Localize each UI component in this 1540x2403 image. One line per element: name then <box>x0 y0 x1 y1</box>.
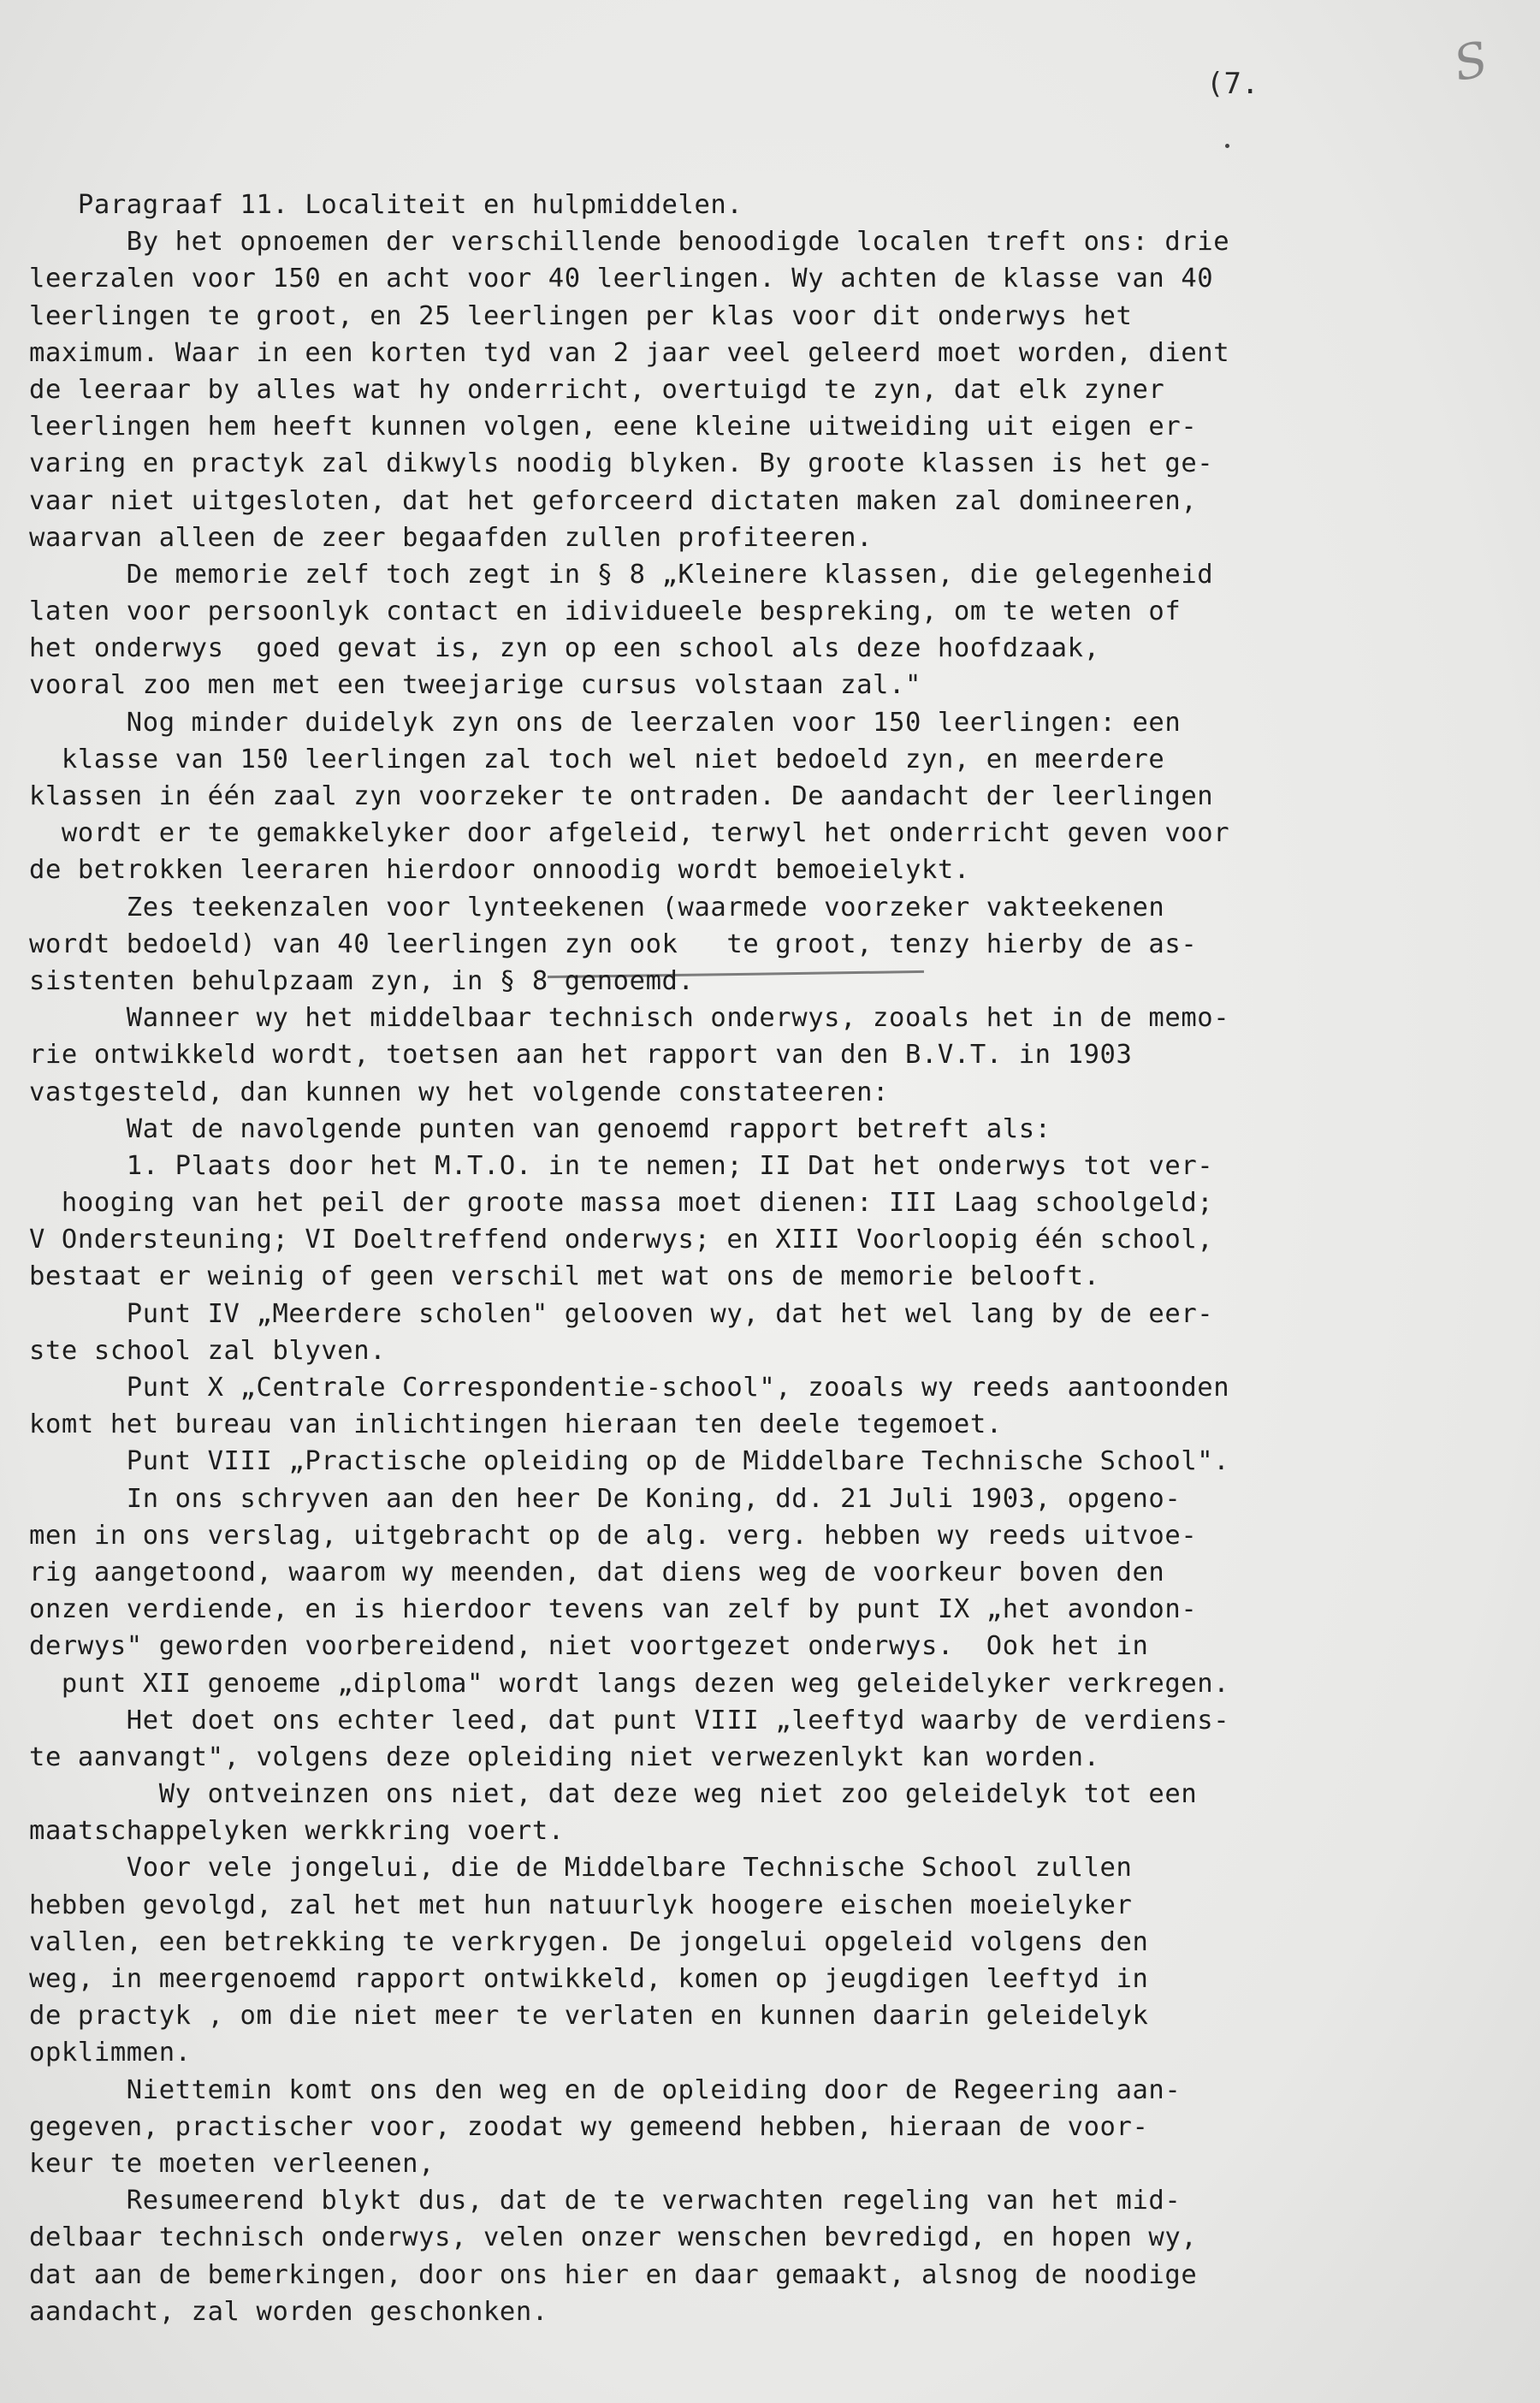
text-line: Het doet ons echter leed, dat punt VIII „leeftyd waarby de verdiens- <box>29 1705 1230 1736</box>
text-line: maximum. Waar in een korten tyd van 2 jaar veel geleerd moet worden, dient <box>29 337 1230 368</box>
text-line: leerlingen hem heeft kunnen volgen, eene kleine uitweiding uit eigen er- <box>29 412 1198 442</box>
text-line: klasse van 150 leerlingen zal toch wel niet bedoeld zyn, en meerdere <box>29 744 1165 774</box>
text-line: te aanvangt", volgens deze opleiding niet verwezenlykt kan worden. <box>29 1741 1100 1772</box>
text-line: Wanneer wy het middelbaar technisch onderwys, zooals het in de memo- <box>29 1003 1230 1034</box>
document-body <box>29 187 1484 2330</box>
text-line: de betrokken leeraren hierdoor onnoodig wordt bemoeielykt. <box>29 855 970 886</box>
page-number: (7. <box>1206 67 1259 101</box>
text-line: bestaat er weinig of geen verschil met wat ons de memorie belooft. <box>29 1261 1100 1292</box>
text-line: V Ondersteuning; VI Doeltreffend onderwys; en XIII Voorloopig één school, <box>29 1225 1214 1255</box>
text-line: Voor vele jongelui, die de Middelbare Technische School zullen <box>29 1853 1133 1884</box>
text-line: Punt IV „Meerdere scholen" gelooven wy, dat het wel lang by de eer- <box>29 1298 1214 1329</box>
text-line: vaar niet uitgesloten, dat het geforceerd dictaten maken zal domineeren, <box>29 485 1198 516</box>
text-line: onzen verdiende, en is hierdoor tevens van zelf by punt IX „het avondon- <box>29 1594 1198 1625</box>
margin-handwritten-mark: S <box>1448 31 1493 93</box>
text-line: hebben gevolgd, zal het met hun natuurlyk hoogere eischen moeielyker <box>29 1890 1133 1920</box>
text-line: komt het bureau van inlichtingen hieraan ten deele tegemoet. <box>29 1409 1003 1440</box>
text-line: weg, in meergenoemd rapport ontwikkeld, komen op jeugdigen leeftyd in <box>29 1964 1149 1994</box>
text-line: Resumeerend blykt dus, dat de te verwachten regeling van het mid- <box>29 2186 1182 2216</box>
text-line: Niettemin komt ons den weg en de opleiding door de Regeering aan- <box>29 2074 1182 2105</box>
text-line: leerlingen te groot, en 25 leerlingen per klas voor dit onderwys het <box>29 300 1133 331</box>
text-line: Paragraaf 11. Localiteit en hulpmiddelen. <box>29 190 743 220</box>
text-line: wordt bedoeld) van 40 leerlingen zyn ook te groot, tenzy hierby de as- <box>29 929 1198 959</box>
text-line: leerzalen voor 150 en acht voor 40 leerlingen. Wy achten de klasse van 40 <box>29 264 1214 294</box>
text-line: ste school zal blyven. <box>29 1335 387 1366</box>
ink-dot <box>1225 144 1229 148</box>
text-line: dat aan de bemerkingen, door ons hier en daar gemaakt, alsnog de noodige <box>29 2259 1198 2290</box>
text-line: Wy ontveinzen ons niet, dat deze weg niet zoo geleidelyk tot een <box>29 1779 1198 1810</box>
text-line: de leeraar by alles wat hy onderricht, overtuigd te zyn, dat elk zyner <box>29 374 1165 405</box>
text-line: punt XII genoeme „diploma" wordt langs dezen weg geleidelyker verkregen. <box>29 1668 1230 1699</box>
text-line: hooging van het peil der groote massa moet dienen: III Laag schoolgeld; <box>29 1188 1214 1219</box>
text-line: waarvan alleen de zeer begaafden zullen profiteeren. <box>29 522 874 553</box>
text-line: sistenten behulpzaam zyn, in § 8 genoemd. <box>29 965 695 996</box>
text-line: In ons schryven aan den heer De Koning, dd. 21 Juli 1903, opgeno- <box>29 1483 1182 1514</box>
text-line: klassen in één zaal zyn voorzeker te ontraden. De aandacht der leerlingen <box>29 781 1214 811</box>
text-line: Punt X „Centrale Correspondentie-school", zooals wy reeds aantoonden <box>29 1373 1230 1403</box>
text-line: rie ontwikkeld wordt, toetsen aan het rapport van den B.V.T. in 1903 <box>29 1040 1133 1071</box>
text-line: Nog minder duidelyk zyn ons de leerzalen voor 150 leerlingen: een <box>29 707 1182 738</box>
text-line: Wat de navolgende punten van genoemd rapport betreft als: <box>29 1113 1051 1144</box>
text-line: aandacht, zal worden geschonken. <box>29 2296 548 2327</box>
text-line: opklimmen. <box>29 2038 192 2068</box>
text-line: gegeven, practischer voor, zoodat wy gemeend hebben, hieraan de voor- <box>29 2111 1149 2142</box>
text-line: maatschappelyken werkkring voert. <box>29 1816 565 1847</box>
text-line: vastgesteld, dan kunnen wy het volgende constateeren: <box>29 1077 890 1107</box>
text-line: vallen, een betrekking te verkrygen. De jongelui opgeleid volgens den <box>29 1926 1149 1957</box>
text-line: het onderwys goed gevat is, zyn op een school als deze hoofdzaak, <box>29 633 1100 664</box>
text-line: varing en practyk zal dikwyls noodig blyken. By groote klassen is het ge- <box>29 448 1214 479</box>
text-line: wordt er te gemakkelyker door afgeleid, terwyl het onderricht geven voor <box>29 818 1230 849</box>
text-line: Zes teekenzalen voor lynteekenen (waarmede voorzeker vakteekenen <box>29 892 1165 923</box>
text-line: De memorie zelf toch zegt in § 8 „Kleinere klassen, die gelegenheid <box>29 559 1214 590</box>
text-line: men in ons verslag, uitgebracht op de alg. verg. hebben wy reeds uitvoe- <box>29 1520 1198 1551</box>
text-line: de practyk , om die niet meer te verlaten en kunnen daarin geleidelyk <box>29 2001 1149 2032</box>
text-line: By het opnoemen der verschillende benoodigde localen treft ons: drie <box>29 227 1230 258</box>
text-line: vooral zoo men met een tweejarige cursus volstaan zal." <box>29 670 921 701</box>
text-line: derwys" geworden voorbereidend, niet voortgezet onderwys. Ook het in <box>29 1631 1149 1662</box>
text-line: keur te moeten verleenen, <box>29 2148 435 2179</box>
text-line: laten voor persoonlyk contact en idividueele bespreking, om te weten of <box>29 596 1182 627</box>
text-line: Punt VIII „Practische opleiding op de Middelbare Technische School". <box>29 1446 1230 1477</box>
text-line: 1. Plaats door het M.T.O. in te nemen; II Dat het onderwys tot ver- <box>29 1150 1214 1181</box>
text-line: delbaar technisch onderwys, velen onzer wenschen bevredigd, en hopen wy, <box>29 2222 1198 2253</box>
text-line: rig aangetoond, waarom wy meenden, dat diens weg de voorkeur boven den <box>29 1557 1165 1587</box>
